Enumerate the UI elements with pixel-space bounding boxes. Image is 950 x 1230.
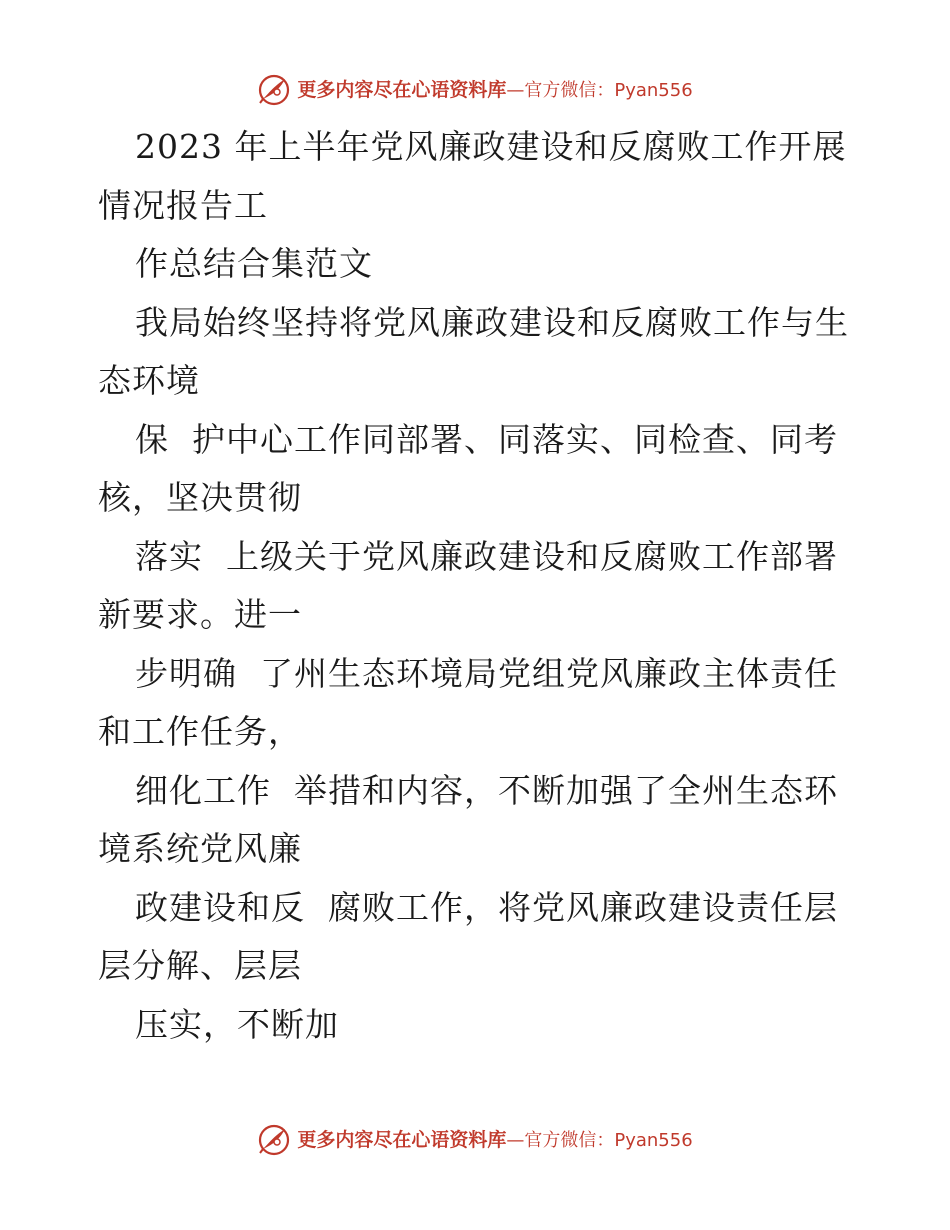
banner-wechat-text: —官方微信：Pyan556	[506, 79, 693, 101]
header-banner	[0, 70, 950, 110]
text-line: 压实，不断加	[135, 1004, 339, 1044]
text-line: 作总结合集范文	[135, 244, 373, 283]
text-line: 层分解、层层	[98, 946, 302, 985]
text-line: 保 护中心工作同部署、同落实、同检查、同考	[135, 419, 838, 459]
feather-pen-logo-icon	[257, 1123, 291, 1157]
text-line: 新要求。进一	[98, 595, 302, 634]
text-line: 2023 年上半年党风廉政建设和反腐败工作开展	[135, 127, 847, 166]
banner-wechat-text: —官方微信：Pyan556	[506, 1129, 693, 1151]
document-body	[98, 118, 858, 1054]
text-line: 情况报告工	[98, 185, 268, 225]
text-line: 步明确 了州生态环境局党组党风廉政主体责任	[135, 653, 838, 693]
text-line: 核，坚决贯彻	[98, 478, 302, 517]
banner-main-text: 更多内容尽在心语资料库	[297, 78, 507, 101]
footer-banner	[0, 1120, 950, 1160]
text-line: 细化工作 举措和内容，不断加强了全州生态环	[135, 770, 838, 810]
text-line: 和工作任务，	[98, 712, 302, 751]
banner-main-text: 更多内容尽在心语资料库	[297, 1128, 507, 1151]
text-line: 境系统党风廉	[98, 829, 302, 868]
feather-pen-logo-icon	[257, 73, 291, 107]
text-line: 政建设和反 腐败工作，将党风廉政建设责任层	[135, 887, 838, 927]
text-line: 我局始终坚持将党风廉政建设和反腐败工作与生	[135, 302, 849, 342]
text-line: 落实 上级关于党风廉政建设和反腐败工作部署	[135, 536, 838, 576]
text-line: 态环境	[98, 361, 200, 400]
